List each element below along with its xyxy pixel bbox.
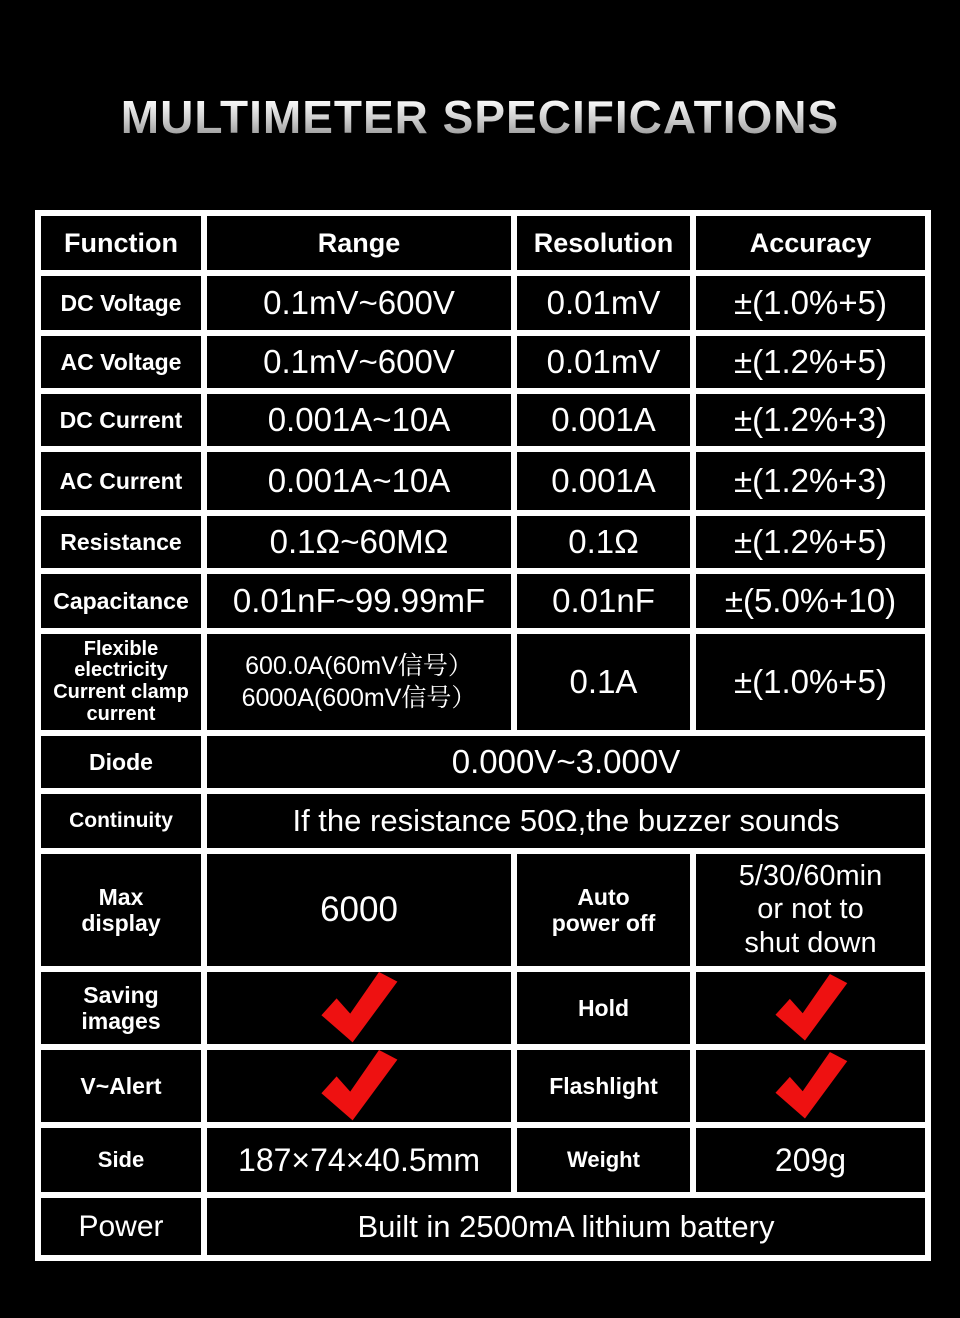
check-icon (768, 974, 854, 1042)
auto-power-off-cell: Auto power off (514, 851, 693, 969)
power-value-cell: Built in 2500mA lithium battery (204, 1195, 928, 1258)
row-ac-voltage (38, 333, 928, 391)
resolution-cell: 0.001A (514, 391, 693, 449)
row-saving-images (38, 969, 928, 1047)
accuracy-cell: ±(1.2%+5) (693, 333, 928, 391)
function-cell: Saving images (38, 969, 204, 1047)
header-resolution: Resolution (514, 213, 693, 273)
accuracy-cell: ±(5.0%+10) (693, 571, 928, 631)
weight-label-cell: Weight (514, 1125, 693, 1195)
function-cell: Diode (38, 733, 204, 791)
range-cell: 600.0A(60mV信号） 6000A(600mV信号） (204, 631, 514, 733)
saving-images-check-cell (204, 969, 514, 1047)
row-size-weight (38, 1125, 928, 1195)
hold-check-cell (693, 969, 928, 1047)
function-cell: Capacitance (38, 571, 204, 631)
range-cell: 0.01nF~99.99mF (204, 571, 514, 631)
row-continuity (38, 791, 928, 851)
check-icon (768, 1052, 854, 1120)
row-flexible-clamp (38, 631, 928, 733)
row-ac-current (38, 449, 928, 513)
function-cell: Flexible electricity Current clamp current (38, 631, 204, 733)
max-display-value-cell: 6000 (204, 851, 514, 969)
header-accuracy: Accuracy (693, 213, 928, 273)
check-icon (313, 1050, 405, 1122)
check-icon (313, 972, 405, 1044)
resolution-cell: 0.01nF (514, 571, 693, 631)
row-resistance (38, 513, 928, 571)
hold-label-cell: Hold (514, 969, 693, 1047)
row-diode (38, 733, 928, 791)
size-value-cell: 187×74×40.5mm (204, 1125, 514, 1195)
row-dc-voltage (38, 273, 928, 333)
accuracy-cell: ±(1.2%+5) (693, 513, 928, 571)
resolution-cell: 0.01mV (514, 273, 693, 333)
function-cell: DC Current (38, 391, 204, 449)
function-cell: Max display (38, 851, 204, 969)
range-cell: 0.1mV~600V (204, 333, 514, 391)
resolution-cell: 0.001A (514, 449, 693, 513)
row-dc-current (38, 391, 928, 449)
row-capacitance (38, 571, 928, 631)
diode-value-cell: 0.000V~3.000V (204, 733, 928, 791)
function-cell: Resistance (38, 513, 204, 571)
range-cell: 0.001A~10A (204, 449, 514, 513)
page-title: MULTIMETER SPECIFICATIONS (0, 90, 960, 144)
header-function: Function (38, 213, 204, 273)
range-cell: 0.1mV~600V (204, 273, 514, 333)
continuity-value-cell: If the resistance 50Ω,the buzzer sounds (204, 791, 928, 851)
row-v-alert (38, 1047, 928, 1125)
row-power (38, 1195, 928, 1258)
auto-power-off-value-cell: 5/30/60min or not to shut down (693, 851, 928, 969)
header-range: Range (204, 213, 514, 273)
function-cell: Side (38, 1125, 204, 1195)
resolution-cell: 0.01mV (514, 333, 693, 391)
function-cell: AC Voltage (38, 333, 204, 391)
range-cell: 0.001A~10A (204, 391, 514, 449)
function-cell: AC Current (38, 449, 204, 513)
specifications-table (35, 210, 931, 1261)
accuracy-cell: ±(1.0%+5) (693, 631, 928, 733)
function-cell: DC Voltage (38, 273, 204, 333)
function-cell: Power (38, 1195, 204, 1258)
weight-value-cell: 209g (693, 1125, 928, 1195)
resolution-cell: 0.1Ω (514, 513, 693, 571)
header-row (38, 213, 928, 273)
v-alert-check-cell (204, 1047, 514, 1125)
resolution-cell: 0.1A (514, 631, 693, 733)
function-cell: V~Alert (38, 1047, 204, 1125)
flashlight-label-cell: Flashlight (514, 1047, 693, 1125)
flashlight-check-cell (693, 1047, 928, 1125)
function-cell: Continuity (38, 791, 204, 851)
accuracy-cell: ±(1.2%+3) (693, 391, 928, 449)
accuracy-cell: ±(1.0%+5) (693, 273, 928, 333)
range-cell: 0.1Ω~60MΩ (204, 513, 514, 571)
accuracy-cell: ±(1.2%+3) (693, 449, 928, 513)
row-max-display (38, 851, 928, 969)
